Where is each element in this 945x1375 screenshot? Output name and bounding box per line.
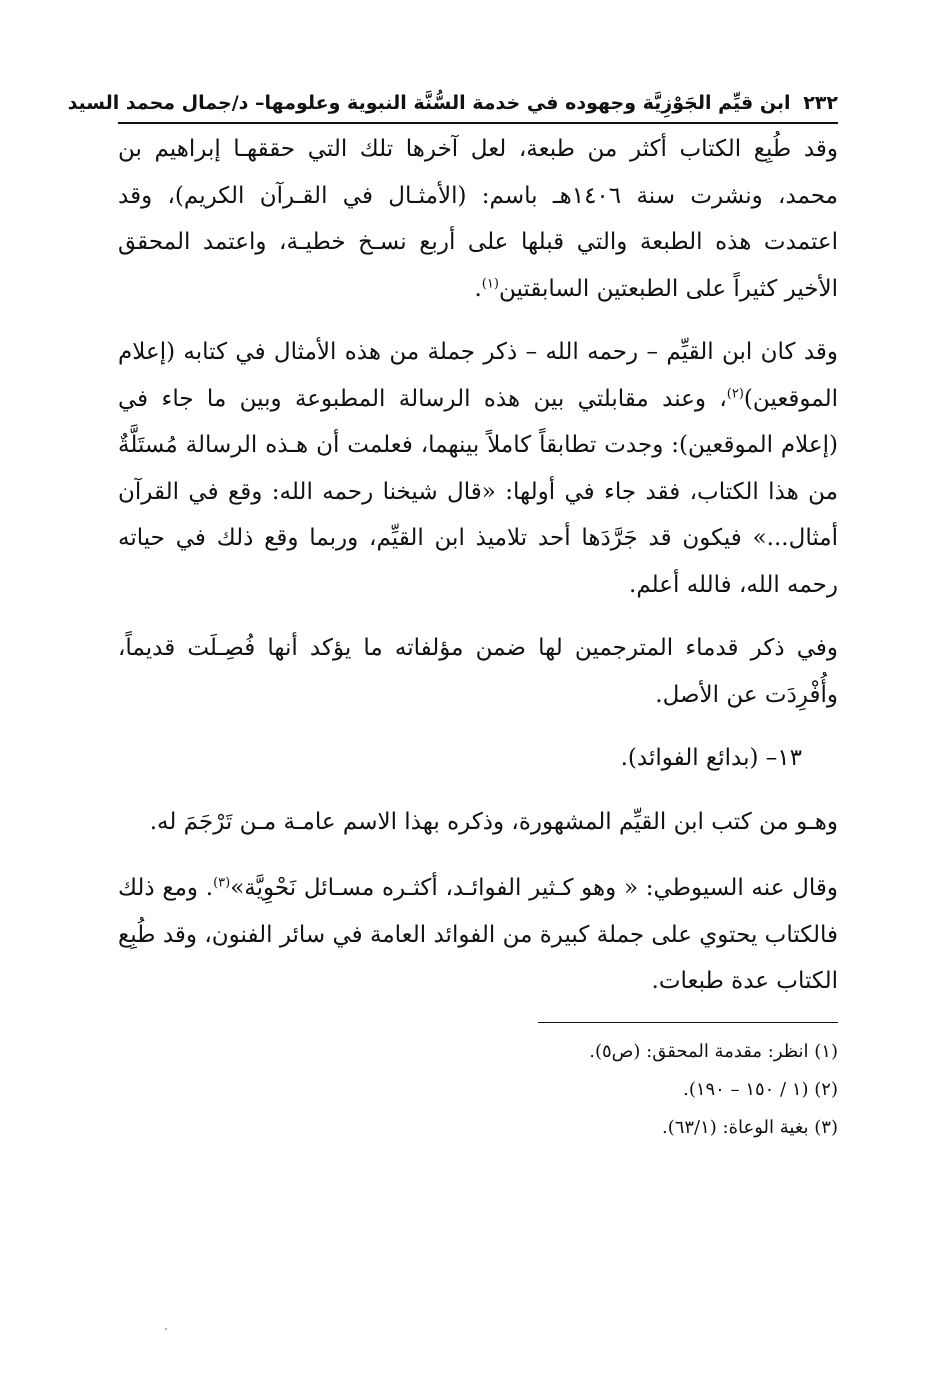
running-title: ابن قيِّم الجَوْزِيَّة وجهوده في خدمة السُّنَّة النبوية وعلومها– د/جمال محمد السيد (67, 92, 791, 114)
footnote-1: (١) انظر: مقدمة المحقق: (ص٥). (589, 1040, 838, 1062)
paragraph-3 (118, 625, 838, 718)
paragraph-1-tail: . (474, 275, 482, 302)
paragraph-3-text: وفي ذكر قدماء المترجمين لها ضمن مؤلفاته ما يؤكد أنها فُصِـلَت قديماً، وأُفْرِدَت عن الأصل. (118, 635, 838, 708)
paragraph-4 (118, 799, 838, 846)
paragraph-4-text: وهـو من كتب ابن القيِّم المشهورة، وذكره بهذا الاسم عامـة مـن تَرْجَمَ له. (149, 808, 838, 835)
paragraph-2-tail: ، وعند مقابلتي بين هذه الرسالة المطبوعة وبين ما جاء في (إعلام الموقعين): وجدت تطابقاً كاملاً بينهما، فعلمت أن هـذه الرسالة مُستَلَّةٌ من هذا الكتاب، فقد جاء في أولها: «قال شيخنا رحمه الله: وقع في القرآن أمثال...» فيكون قد جَرَّدَها أحد تلاميذ ابن القيِّم، وربما وقع ذلك في حياته رحمه الله، فالله أعلم. (118, 385, 838, 598)
page-number: ٢٣٢ (803, 92, 838, 114)
paragraph-5-tail: . ومع ذلك فالكتاب يحتوي على جملة كبيرة من الفوائد العامة في سائر الفنون، وقد طُبِع الكتاب عدة طبعات. (118, 875, 838, 994)
scan-speck (165, 1328, 167, 1330)
footnote-divider (538, 1022, 838, 1023)
paragraph-2-text: وقد كان ابن القيِّم – رحمه الله – ذكر جملة من هذه الأمثال في كتابه (إعلام الموقعين) (118, 339, 838, 412)
footnote-ref-1: (١) (481, 275, 499, 291)
section-heading: ١٣– (بدائع الفوائد). (620, 745, 802, 771)
paragraph-5 (118, 865, 838, 1005)
paragraph-1 (118, 126, 838, 312)
footnote-ref-2: (٢) (726, 385, 744, 401)
paragraph-5-text: وقال عنه السيوطي: « وهو كـثير الفوائـد، أكثـره مسـائل نَحْوِيَّة» (230, 875, 838, 901)
footnote-3: (٣) بغية الوعاة: (٦٣/١). (661, 1116, 838, 1138)
footnote-ref-3: (٣) (213, 875, 231, 891)
paragraph-2 (118, 329, 838, 608)
paragraph-1-text: وقد طُبِع الكتاب أكثر من طبعة، لعل آخرها تلك التي حققهـا إبراهيم بن محمد، ونشرت سنة ١٤٠٦هـ باسم: (الأمثـال في القـرآن الكريم)، وقد اعتمدت هذه الطبعة والتي قبلها على أربع نسـخ خطيـة، واعتمد المحقق الأخير كثيراً على الطبعتين السابقتين (118, 136, 838, 302)
page (67, 86, 838, 1147)
footnote-2: (٢) (١ / ١٥٠ – ١٩٠). (683, 1078, 838, 1100)
body-text (118, 126, 838, 1005)
running-header (67, 86, 838, 124)
footnotes (118, 1033, 838, 1147)
